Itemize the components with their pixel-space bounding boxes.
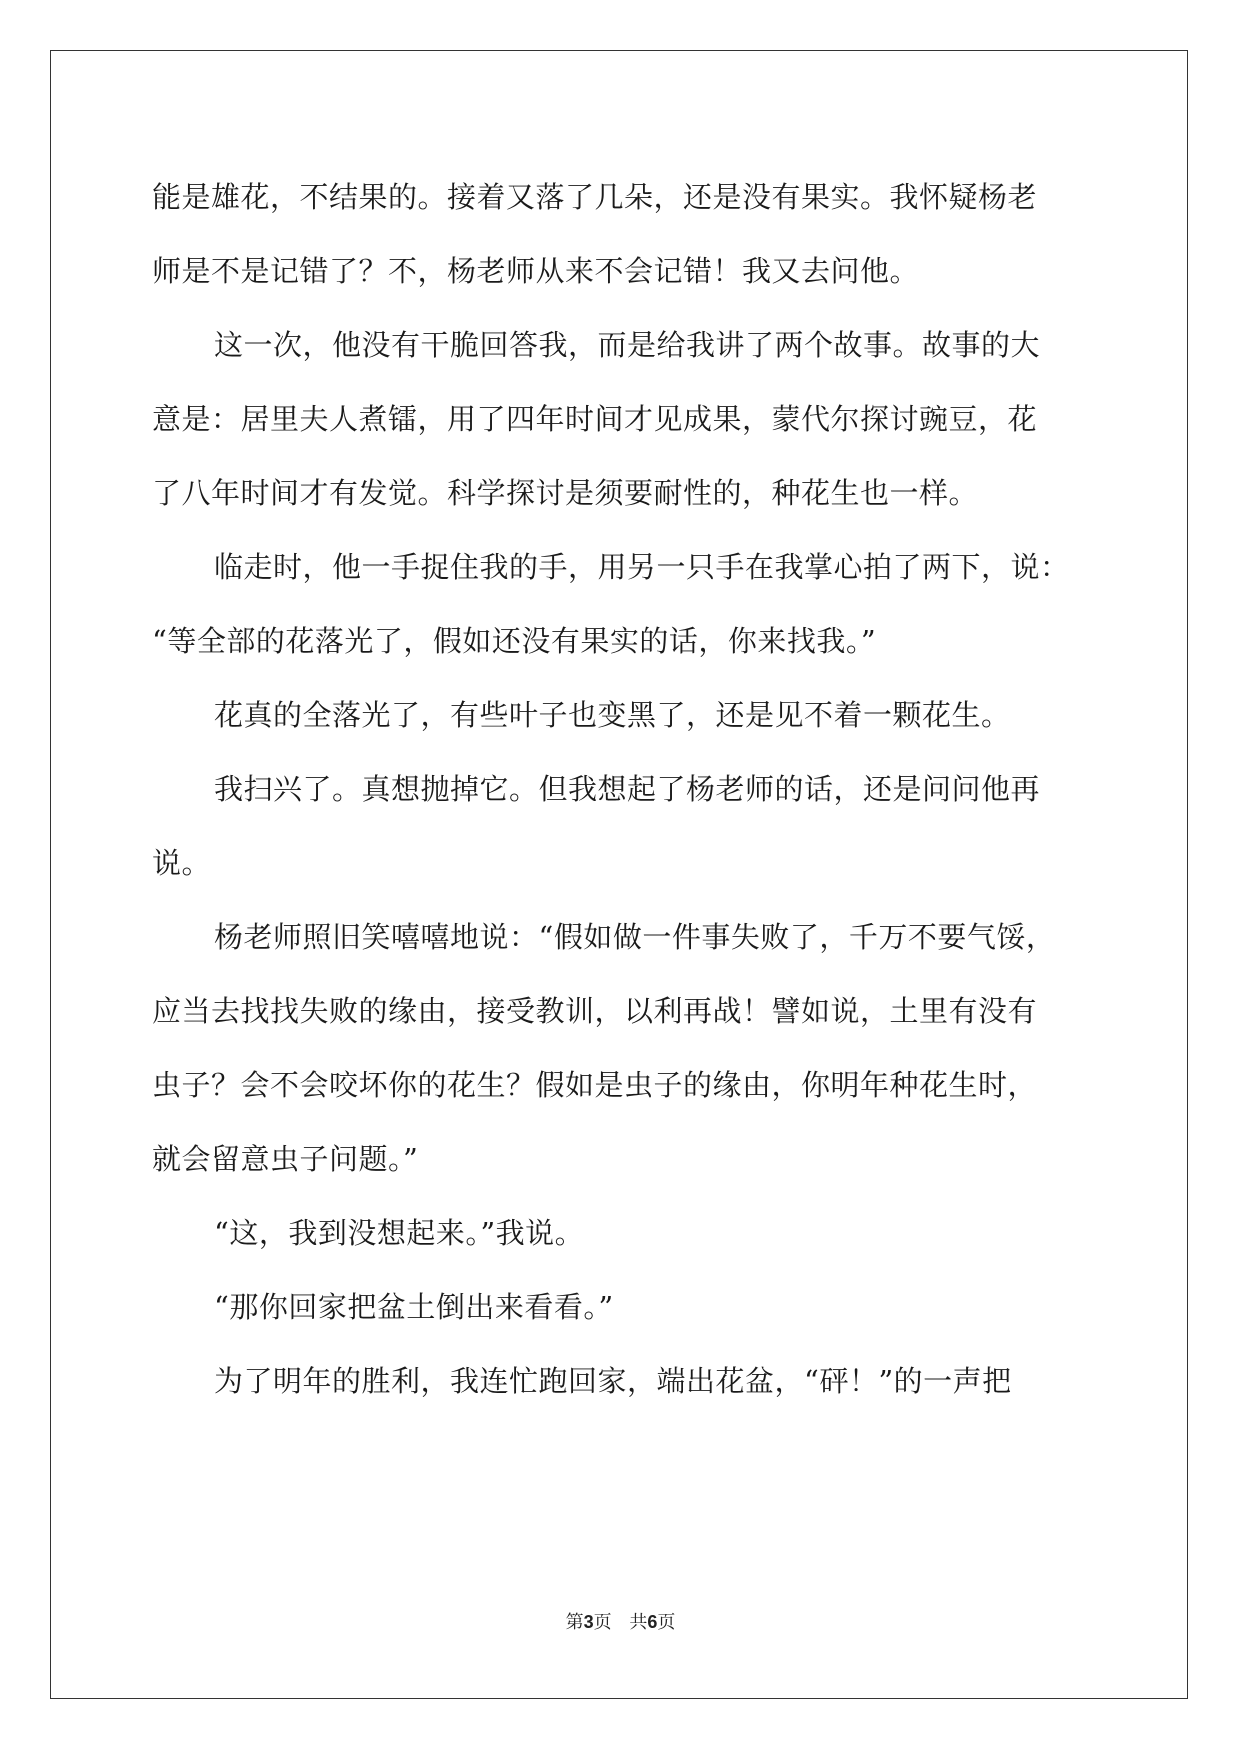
text-line-11: 杨老师照旧笑嘻嘻地说：“假如做一件事失败了，千万不要气馁，: [214, 920, 1056, 954]
document-body: [152, 160, 1092, 1418]
text-line-1: 能是雄花，不结果的。接着又落了几朵，还是没有果实。我怀疑杨老: [152, 180, 1038, 214]
text-line-3: 这一次，他没有干脆回答我，而是给我讲了两个故事。故事的大: [214, 328, 1041, 362]
text-line-6: 临走时，他一手捉住我的手，用另一只手在我掌心拍了两下，说：: [214, 550, 1070, 584]
text-line-8: 花真的全落光了，有些叶子也变黑了，还是见不着一颗花生。: [214, 698, 1011, 732]
page-suffix: 页: [593, 1612, 612, 1633]
text-line-9: 我扫兴了。真想抛掉它。但我想起了杨老师的话，还是问问他再: [214, 772, 1041, 806]
page-indicator: [566, 1612, 612, 1633]
page-footer: [0, 1608, 1241, 1634]
total-number: 6: [647, 1612, 658, 1632]
total-indicator: [629, 1612, 675, 1633]
text-line-7: “等全部的花落光了，假如还没有果实的话，你来找我。”: [152, 624, 877, 658]
total-suffix: 页: [657, 1612, 676, 1633]
text-line-4: 意是：居里夫人煮镭，用了四年时间才见成果，蒙代尔探讨豌豆，花: [152, 402, 1038, 436]
text-line-13: 虫子？会不会咬坏你的花生？假如是虫子的缘由，你明年种花生时，: [152, 1068, 1038, 1102]
text-line-15: “这，我到没想起来。”我说。: [214, 1216, 585, 1250]
page-number: 3: [583, 1612, 594, 1632]
text-line-14: 就会留意虫子问题。”: [152, 1142, 419, 1176]
text-line-10: 说。: [152, 846, 212, 880]
text-line-16: “那你回家把盆土倒出来看看。”: [214, 1290, 614, 1324]
page-prefix: 第: [565, 1612, 584, 1633]
total-prefix: 共: [629, 1612, 648, 1633]
text-line-17: 为了明年的胜利，我连忙跑回家，端出花盆，“砰！”的一声把: [214, 1364, 1012, 1398]
text-line-12: 应当去找找失败的缘由，接受教训，以利再战！譬如说，土里有没有: [152, 994, 1038, 1028]
text-line-5: 了八年时间才有发觉。科学探讨是须要耐性的，种花生也一样。: [152, 476, 979, 510]
text-line-2: 师是不是记错了？不，杨老师从来不会记错！我又去问他。: [152, 254, 920, 288]
